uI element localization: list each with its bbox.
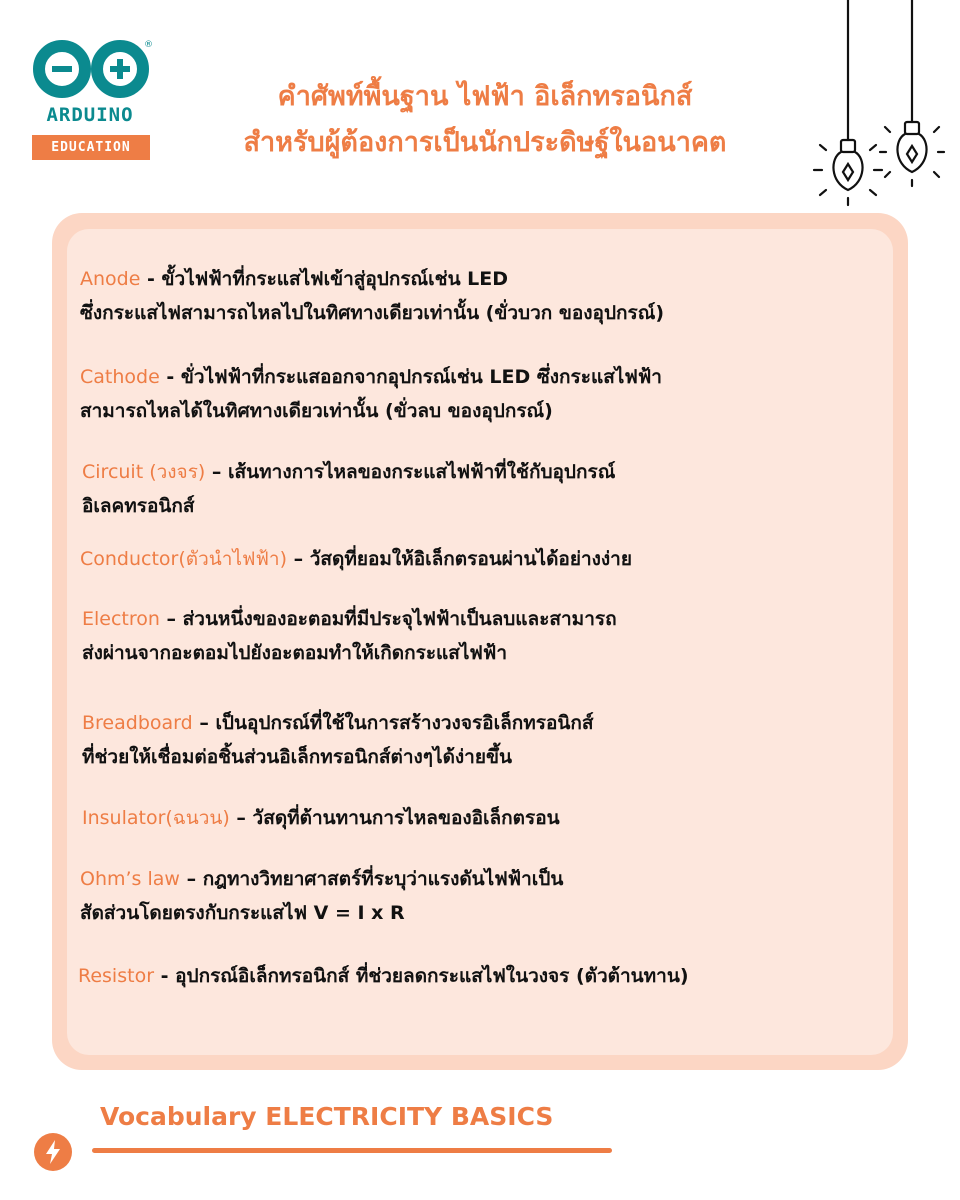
logo-brand-text: ARDUINO — [46, 104, 134, 126]
vocab-definition-line-1: กฎทางวิทยาศาสตร์ที่ระบุว่าแรงดันไฟฟ้าเป็น — [202, 868, 564, 890]
vocab-separator: – — [205, 461, 229, 483]
vocab-entry-electron — [82, 602, 617, 670]
arduino-infinity-icon — [32, 38, 150, 100]
vocab-definition-line-2: ที่ช่วยให้เชื่อมต่อชิ้นส่วนอิเล็กทรอนิกส์ต่างๆได้ง่ายขึ้น — [82, 746, 512, 768]
title-line-1: คำศัพท์พื้นฐาน ไฟฟ้า อิเล็กทรอนิกส์ — [277, 81, 693, 112]
vocab-definition-line-1: อุปกรณ์อิเล็กทรอนิกส์ ที่ช่วยลดกระแสไฟในวงจร (ตัวต้านทาน) — [175, 965, 689, 987]
vocab-separator: – — [287, 548, 310, 570]
vocab-definition-line-2: ซึ่งกระแสไฟสามารถไหลไปในทิศทางเดียวเท่านั้น (ขั่วบวก ของอุปกรณ์) — [80, 302, 665, 324]
title-line-2: สำหรับผู้ต้องการเป็นนักประดิษฐ์ในอนาคต — [243, 127, 727, 158]
vocab-definition-line-2: ส่งผ่านจากอะตอมไปยังอะตอมทำให้เกิดกระแสไฟฟ้า — [82, 642, 507, 664]
vocab-definition-line-1: วัสดุที่ยอมให้อิเล็กตรอนผ่านได้อย่างง่าย — [309, 548, 632, 570]
vocab-definition-line-1: ขั้วไฟฟ้าที่กระแสไฟเข้าสู่อุปกรณ์เช่น LED — [161, 268, 509, 290]
vocab-entry-cathode — [80, 360, 662, 428]
vocab-separator: – — [159, 608, 183, 630]
vocab-entry-circuit — [82, 455, 615, 523]
vocab-entry-insulator — [82, 801, 560, 835]
vocab-term: Conductor(ตัวนำไฟฟ้า) — [80, 548, 287, 570]
vocab-entry-conductor — [80, 542, 632, 576]
vocab-separator: - — [140, 268, 162, 290]
bulb-right-icon — [880, 0, 944, 186]
vocab-separator: - — [159, 366, 181, 388]
vocab-term: Breadboard — [82, 712, 193, 734]
vocab-term: Anode — [80, 268, 141, 290]
vocab-separator: – — [229, 807, 253, 829]
registered-mark: ® — [144, 40, 153, 50]
vocab-term: Ohm’s law — [80, 868, 180, 890]
vocab-separator: - — [154, 965, 176, 987]
vocab-term: Electron — [82, 608, 160, 630]
vocab-definition-line-1: วัสดุที่ต้านทานการไหลของอิเล็กตรอน — [252, 807, 560, 829]
lightning-bolt-icon — [34, 1133, 72, 1171]
vocab-term: Circuit (วงจร) — [82, 461, 206, 483]
logo-education-badge: EDUCATION — [32, 135, 150, 160]
vocab-term: Insulator(ฉนวน) — [82, 807, 230, 829]
vocab-definition-line-2: สัดส่วนโดยตรงกับกระแสไฟ V = I x R — [80, 902, 405, 924]
vocab-entry-ohms-law — [80, 862, 563, 930]
vocab-entry-resistor — [78, 959, 689, 993]
vocab-definition-line-1: เป็นอุปกรณ์ที่ใช้ในการสร้างวงจรอิเล็กทรอนิกส์ — [215, 712, 594, 734]
vocab-definition-line-1: ขั่วไฟฟ้าที่กระแสออกจากอุปกรณ์เช่น LED ซึ่งกระแสไฟฟ้า — [180, 366, 662, 388]
page-title — [165, 74, 805, 166]
vocab-definition-line-1: ส่วนหนึ่งของอะตอมที่มีประจุไฟฟ้าเป็นลบและสามารถ — [182, 608, 617, 630]
hanging-bulbs-illustration — [810, 0, 950, 210]
footer-title: Vocabulary ELECTRICITY BASICS — [100, 1102, 554, 1131]
vocab-entry-anode — [80, 262, 664, 330]
vocab-term: Resistor — [78, 965, 154, 987]
vocab-definition-line-2: สามารถไหลได้ในทิศทางเดียวเท่านั้น (ขั่วลบ ของอุปกรณ์) — [80, 400, 553, 422]
vocab-definition-line-2: อิเลคทรอนิกส์ — [82, 495, 195, 517]
vocab-definition-line-1: เส้นทางการไหลของกระแสไฟฟ้าที่ใช้กับอุปกรณ์ — [228, 461, 616, 483]
vocab-separator: – — [192, 712, 216, 734]
vocab-term: Cathode — [80, 366, 160, 388]
footer-underline — [92, 1148, 612, 1153]
arduino-education-logo — [28, 38, 158, 163]
bulb-left-icon — [814, 0, 882, 205]
vocab-entry-breadboard — [82, 706, 593, 774]
vocab-separator: – — [179, 868, 203, 890]
